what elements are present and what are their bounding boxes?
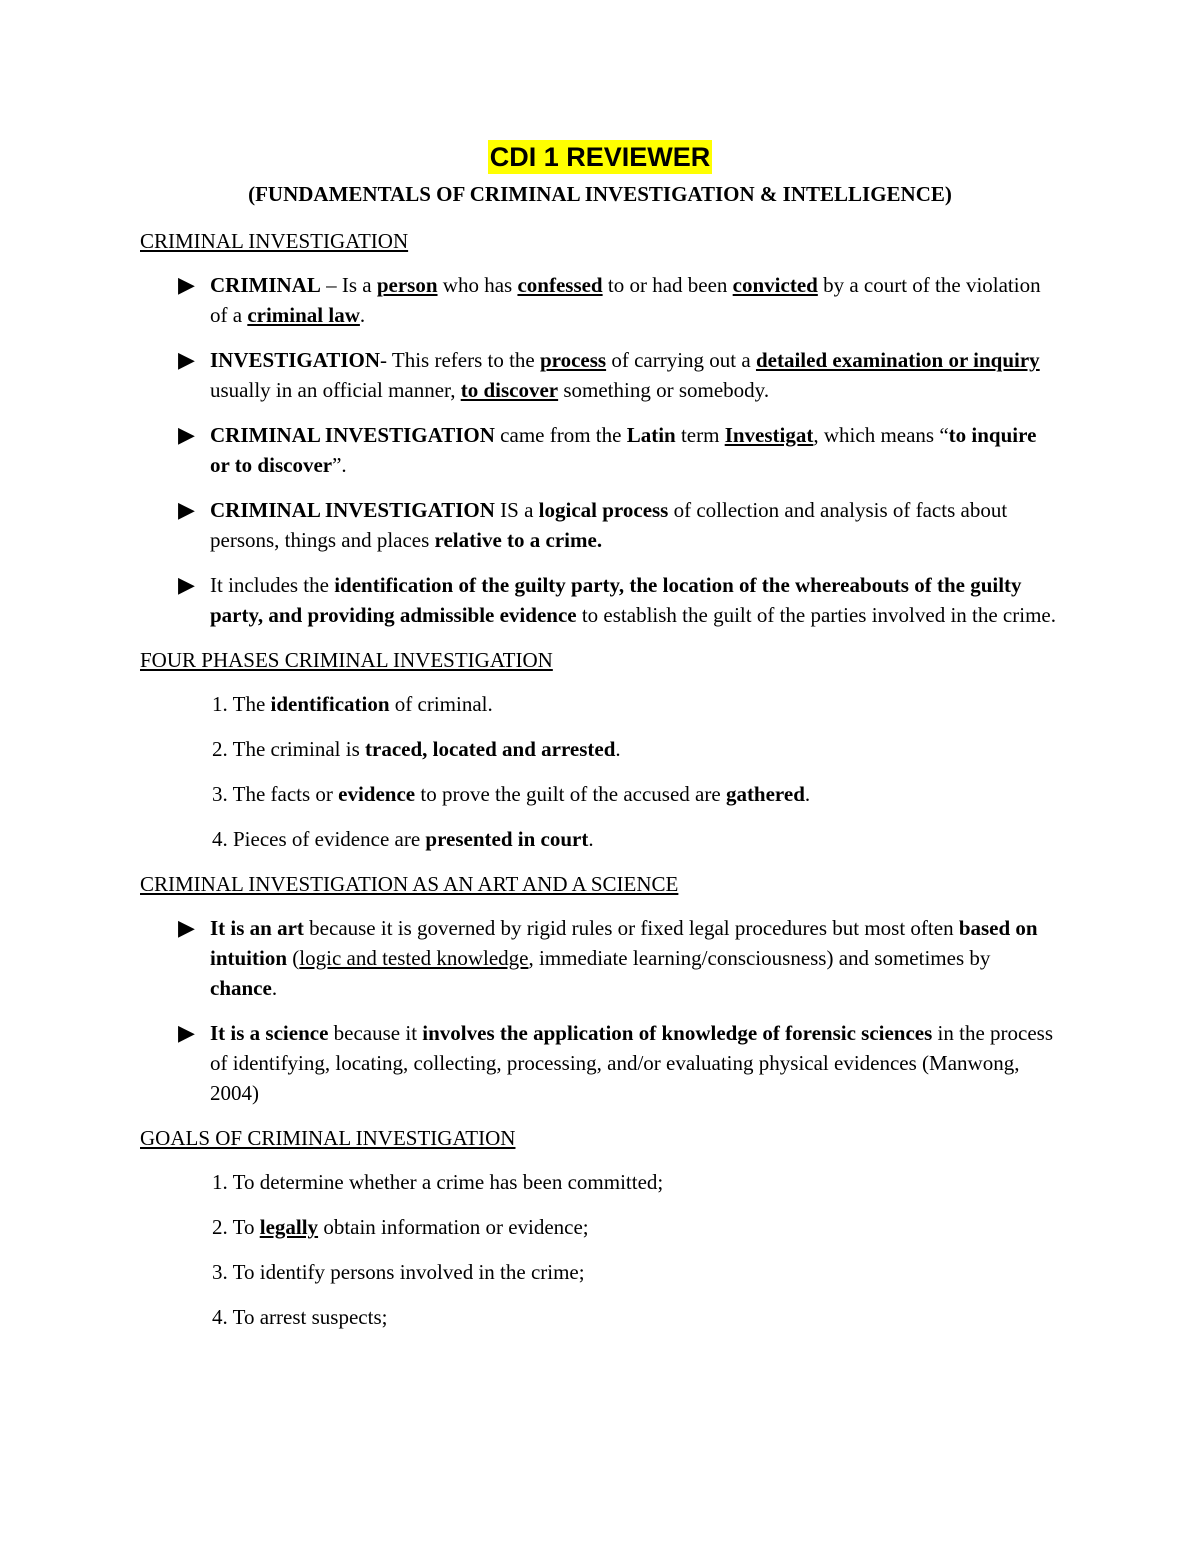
list-item xyxy=(140,270,1060,330)
arrow-right-icon: ▶ xyxy=(178,348,195,373)
text-run: something or somebody. xyxy=(558,378,770,402)
text-run: logic and tested knowledge xyxy=(299,946,529,970)
arrow-right-icon: ▶ xyxy=(178,273,195,298)
text-run: detailed examination or inquiry xyxy=(755,348,1040,372)
text-run: CRIMINAL INVESTIGATION xyxy=(210,498,495,522)
text-run: It includes the xyxy=(210,573,335,597)
text-run: usually in an official manner, xyxy=(210,378,461,402)
text-run: convicted xyxy=(732,273,818,297)
text-run: process xyxy=(539,348,607,372)
bullet-list xyxy=(140,913,1060,1108)
text-run: obtain information or evidence; xyxy=(318,1215,589,1239)
numbered-list xyxy=(140,1167,1060,1332)
list-item xyxy=(140,1212,1060,1242)
list-item xyxy=(140,1018,1060,1108)
section-heading: GOALS OF CRIMINAL INVESTIGATION xyxy=(140,1126,516,1150)
numbered-list xyxy=(140,689,1060,854)
text-run: 2. To xyxy=(212,1215,260,1239)
section-heading: CRIMINAL INVESTIGATION AS AN ART AND A SCIENCE xyxy=(140,872,679,896)
text-run: 1. To determine whether a crime has been committed; xyxy=(212,1170,664,1194)
text-run: to prove the guilt of the accused are xyxy=(415,782,726,806)
text-run: . xyxy=(615,737,621,761)
text-run: Latin xyxy=(626,423,676,447)
document-content xyxy=(140,226,1060,1332)
list-item xyxy=(140,734,1060,764)
list-item xyxy=(140,1167,1060,1197)
text-run: . xyxy=(804,782,811,806)
list-item xyxy=(140,779,1060,809)
text-run: came from the xyxy=(494,423,627,447)
text-run: . xyxy=(271,976,278,1000)
text-run: identification of the guilty party, the location of the whereabouts of the guilty party, and providing admissible evidence xyxy=(210,573,1022,627)
page-title: CDI 1 REVIEWER xyxy=(489,142,711,172)
text-run: in the process of identifying, locating, collecting, processing, and/or evaluating physical evidences (Manwong, 2004) xyxy=(210,1021,1054,1105)
text-run: It is a science xyxy=(210,1021,329,1045)
arrow-right-icon: ▶ xyxy=(178,573,195,598)
arrow-right-icon: ▶ xyxy=(178,1021,195,1046)
text-run: term xyxy=(675,423,725,447)
text-run: , which means “ xyxy=(813,423,949,447)
list-item xyxy=(140,824,1060,854)
page-subtitle: (FUNDAMENTALS OF CRIMINAL INVESTIGATION & INTELLIGENCE) xyxy=(248,182,952,206)
text-run: INVESTIGATION xyxy=(210,348,380,372)
text-run: to establish the guilt of the parties involved in the crime. xyxy=(576,603,1056,627)
text-run: evidence xyxy=(338,782,416,806)
text-run: , immediate learning/consciousness) and sometimes by xyxy=(528,946,991,970)
text-run: by a court of the violation of a xyxy=(210,273,1041,327)
text-run: chance xyxy=(210,976,272,1000)
text-run: gathered xyxy=(725,782,805,806)
list-item xyxy=(140,1257,1060,1287)
text-run: of carrying out a xyxy=(606,348,756,372)
list-item xyxy=(140,689,1060,719)
text-run: logical process xyxy=(538,498,669,522)
text-run: ( xyxy=(287,946,300,970)
text-run: based on intuition xyxy=(210,916,1038,970)
text-run: legally xyxy=(259,1215,319,1239)
text-run: It is an art xyxy=(210,916,304,940)
text-run: – Is a xyxy=(320,273,377,297)
text-run: . xyxy=(588,827,594,851)
text-run: because it xyxy=(328,1021,423,1045)
arrow-right-icon: ▶ xyxy=(178,423,195,448)
text-run: to inquire or to discover xyxy=(210,423,1037,477)
text-run: presented in court xyxy=(425,827,589,851)
text-run: Investigat xyxy=(724,423,814,447)
text-run: 1. The xyxy=(212,692,271,716)
text-run: identification xyxy=(270,692,390,716)
text-run: traced, located and arrested xyxy=(365,737,616,761)
text-run: CRIMINAL INVESTIGATION xyxy=(210,423,495,447)
text-run: IS a xyxy=(494,498,539,522)
text-run: - This refers to the xyxy=(380,348,540,372)
text-run: 4. Pieces of evidence are xyxy=(212,827,426,851)
text-run: person xyxy=(376,273,438,297)
text-run: confessed xyxy=(517,273,603,297)
list-item xyxy=(140,420,1060,480)
text-run: . xyxy=(359,303,366,327)
text-run: involves the application of knowledge of forensic sciences xyxy=(422,1021,933,1045)
list-item xyxy=(140,570,1060,630)
text-run: of collection and analysis of facts about persons, things and places xyxy=(210,498,1008,552)
list-item xyxy=(140,345,1060,405)
list-item xyxy=(140,495,1060,555)
text-run: ”. xyxy=(332,453,347,477)
text-run: because it is governed by rigid rules or fixed legal procedures but most often xyxy=(303,916,959,940)
section-heading: CRIMINAL INVESTIGATION xyxy=(140,229,409,253)
text-run: 4. To arrest suspects; xyxy=(212,1305,388,1329)
text-run: to discover xyxy=(460,378,559,402)
text-run: to or had been xyxy=(602,273,733,297)
text-run: 3. To identify persons involved in the crime; xyxy=(212,1260,585,1284)
text-run: criminal law xyxy=(247,303,360,327)
list-item xyxy=(140,1302,1060,1332)
text-run: relative to a crime. xyxy=(434,528,603,552)
bullet-list xyxy=(140,270,1060,630)
list-item xyxy=(140,913,1060,1003)
text-run: of criminal. xyxy=(389,692,493,716)
arrow-right-icon: ▶ xyxy=(178,498,195,523)
title-wrap xyxy=(140,140,1060,174)
arrow-right-icon: ▶ xyxy=(178,916,195,941)
section-heading: FOUR PHASES CRIMINAL INVESTIGATION xyxy=(140,648,553,672)
text-run: who has xyxy=(437,273,518,297)
text-run: CRIMINAL xyxy=(210,273,321,297)
text-run: 2. The criminal is xyxy=(212,737,365,761)
text-run: 3. The facts or xyxy=(212,782,339,806)
